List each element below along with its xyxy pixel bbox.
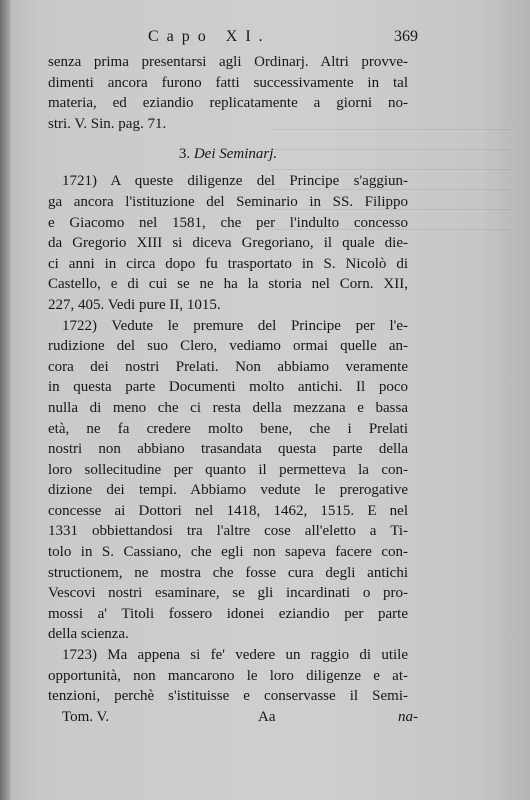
section-title: Dei Seminarj.: [193, 146, 278, 163]
text-line: della scienza.: [48, 626, 129, 643]
section-number: 3.: [178, 146, 191, 163]
text-line: materia, ed eziandio replicatamente a giorni no-: [48, 95, 408, 112]
text-line: loro sollecitudine per quanto il permetteva la con-: [48, 461, 408, 478]
running-head: Capo XI.: [148, 28, 271, 45]
text-line: cora dei nostri Prelati. Non abbiamo veramente: [48, 358, 408, 375]
text-line: stri. V. Sin. pag. 71.: [48, 115, 167, 132]
text-line: Castello, e di cui se ne ha la storia nel Corn. XII,: [48, 276, 408, 293]
text-line: in questa parte Documenti molto antichi. Il poco: [48, 379, 408, 396]
text-line: Vescovi nostri esaminare, se gli incardinati o pro-: [48, 585, 408, 602]
book-spine-shadow: [0, 0, 10, 800]
page-content: [48, 28, 418, 731]
signature-mark: Aa: [258, 708, 276, 725]
page-footer: [48, 708, 418, 731]
text-line: ga ancora l'istituzione del Seminario in SS. Filippo: [48, 193, 408, 210]
text-line: mossi a' Titoli fossero idonei eziandio per parte: [48, 605, 408, 622]
paragraph-1722: [48, 316, 408, 646]
page-header: [48, 28, 418, 52]
text-line: e Giacomo nel 1581, che per l'indulto concesso: [48, 214, 408, 231]
catchword: na-: [398, 708, 418, 725]
text-line: tolo in S. Cassiano, che egli non sapeva facere con-: [48, 544, 408, 561]
text-line: rudizione del suo Clero, vediamo ormai quelle an-: [48, 338, 408, 355]
section-heading: [48, 146, 408, 163]
text-line: nostri non abbiano trasandata questa parte della: [48, 441, 408, 458]
text-line: da Gregorio XIII si diceva Gregoriano, il quale die-: [48, 235, 408, 252]
text-line: 1722) Vedute le premure del Principe per l'e-: [62, 317, 408, 334]
text-line: senza prima presentarsi agli Ordinarj. Altri provve-: [48, 54, 408, 70]
paragraph-1723: [48, 645, 408, 707]
text-line: 1331 obbiettandosi tra l'altre cose all'eletto a Ti-: [48, 523, 408, 540]
text-line: 1721) A queste diligenze del Principe s'aggiun-: [62, 173, 408, 190]
page-number: 369: [394, 28, 418, 45]
volume-mark: Tom. V.: [62, 708, 110, 725]
text-line: età, ne fa credere molto bene, che i Prelati: [48, 420, 408, 437]
paragraph-continuation: [48, 52, 408, 134]
text-line: opportunità, non mancarono le loro diligenze e at-: [48, 667, 408, 684]
paragraph-1721: [48, 171, 408, 315]
text-line: tenzioni, perchè s'istituisse e conservasse il Semi-: [48, 688, 408, 705]
text-line: 1723) Ma appena si fe' vedere un raggio di utile: [62, 647, 408, 664]
text-line: nulla di meno che ci resta della mezzana e bassa: [48, 399, 408, 416]
text-line: dimenti ancora furono fatti successivamente in tal: [48, 74, 408, 91]
text-line: ci anni in circa dopo fu trasportato in S. Nicolò di: [48, 255, 408, 272]
text-line: concesse ai Dottori nel 1418, 1462, 1515. E nel: [48, 502, 408, 519]
text-line: dizione dei tempi. Abbiamo vedute le prerogative: [48, 482, 408, 499]
text-line: 227, 405. Vedi pure II, 1015.: [48, 296, 221, 313]
text-line: structionem, ne mostra che fosse cura degli antichi: [48, 564, 408, 581]
